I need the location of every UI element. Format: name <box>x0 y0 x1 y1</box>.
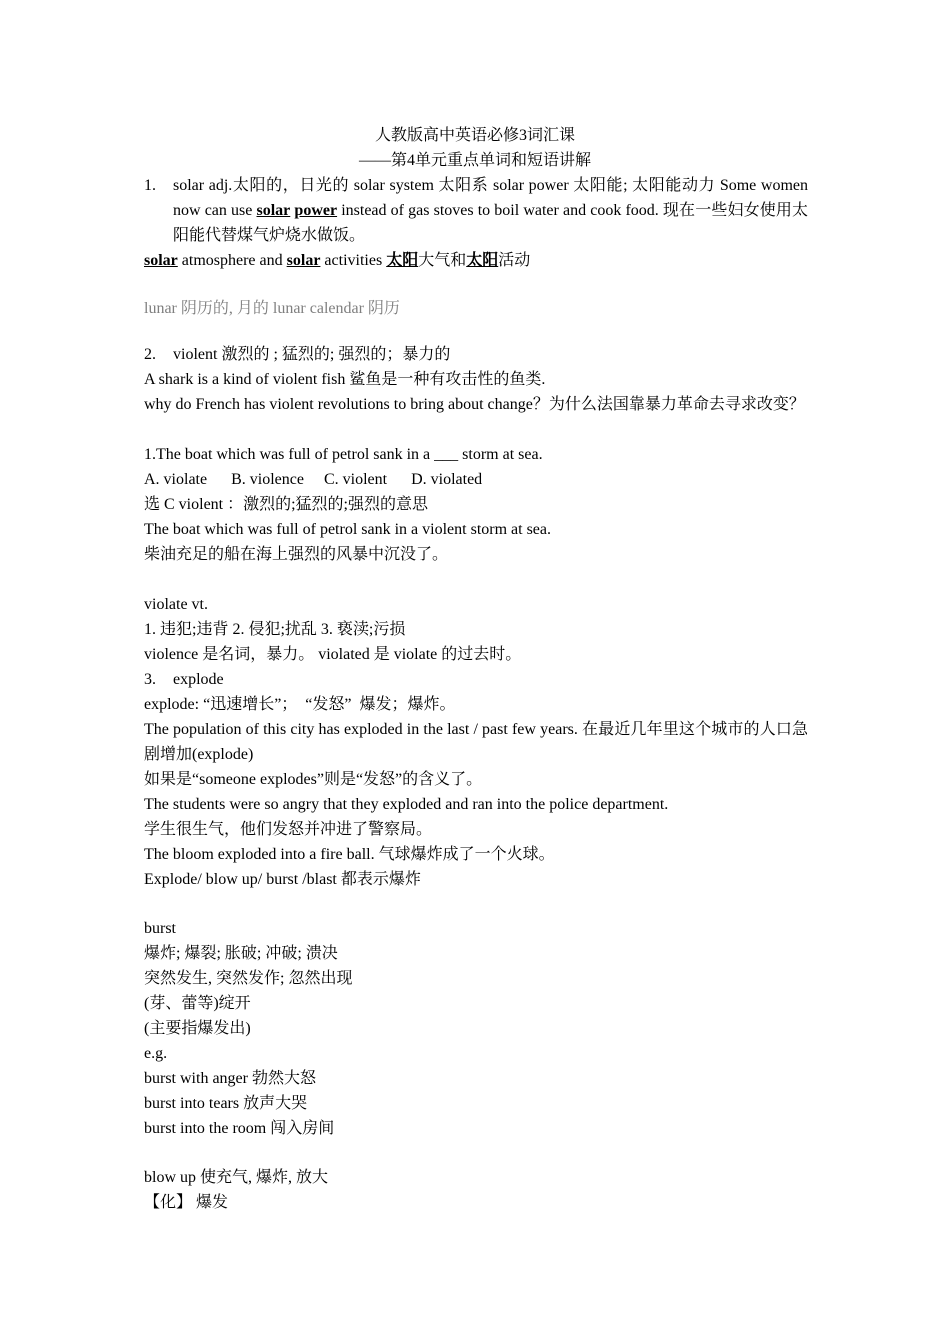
text-line: 1. 违犯;违背 2. 侵犯;扰乱 3. 亵渎;污损 <box>144 621 406 638</box>
text-line: 【化】 爆发 <box>144 1194 229 1211</box>
text-line: Explode/ blow up/ burst /blast 都表示爆炸 <box>144 871 421 888</box>
item-2-violent <box>144 342 808 367</box>
text-line: e.g. <box>144 1045 168 1062</box>
text-line: The bloom exploded into a fire ball. 气球爆炸成了一个火球。 <box>144 846 555 863</box>
item-1-solar <box>144 173 808 248</box>
text-line: why do French has violent revolutions to bring about change？为什么法国靠暴力革命去寻求改变？ <box>144 396 805 413</box>
item-number: 1. <box>144 177 156 194</box>
lunar-line: lunar 阴历的, 月的 lunar calendar 阴历 <box>144 300 400 317</box>
item-body: explode <box>173 671 224 688</box>
text-line: violence 是名词，暴力。 violated 是 violate 的过去时。 <box>144 646 522 663</box>
text-line: burst into the room 闯入房间 <box>144 1120 335 1137</box>
text-line: (芽、蕾等)绽开 <box>144 995 251 1012</box>
text-line: A. violate B. violence C. violent D. violated <box>144 471 483 488</box>
item-number: 2. <box>144 346 156 363</box>
text-line: burst with anger 勃然大怒 <box>144 1070 316 1087</box>
document-subtitle: ——第4单元重点单词和短语讲解 <box>358 152 591 169</box>
text-line: 爆炸; 爆裂; 胀破; 冲破; 溃决 <box>144 945 338 962</box>
text-line: The boat which was full of petrol sank in a violent storm at sea. <box>144 521 552 538</box>
text-line: The students were so angry that they exploded and ran into the police department. <box>144 796 669 813</box>
text-line: burst into tears 放声大哭 <box>144 1095 308 1112</box>
text-line: 突然发生, 突然发作; 忽然出现 <box>144 970 353 987</box>
solar-example-line: solar atmosphere and solar activities 太阳大气和太阳活动 <box>144 252 531 269</box>
text-line: 选 C violent ：激烈的;猛烈的;强烈的意思 <box>144 496 429 513</box>
underlined-word: power <box>294 202 338 219</box>
item-body: violent 激烈的 ; 猛烈的; 强烈的；暴力的 <box>173 346 451 363</box>
item-number: 3. <box>144 671 156 688</box>
text-line: (主要指爆发出) <box>144 1020 251 1037</box>
text-line: 如果是“someone explodes”则是“发怒”的含义了。 <box>144 771 483 788</box>
text-line: 1.The boat which was full of petrol sank in a ___ storm at sea. <box>144 446 543 463</box>
underlined-word: solar <box>256 202 291 219</box>
text-line: explode: “迅速增长”； “发怒” 爆发；爆炸。 <box>144 696 456 713</box>
text-line: violate vt. <box>144 596 208 613</box>
item-3-explode <box>144 667 808 692</box>
text-line: burst <box>144 920 176 937</box>
text-line: 柴油充足的船在海上强烈的风暴中沉没了。 <box>144 546 449 563</box>
text-line: A shark is a kind of violent fish 鲨鱼是一种有攻击性的鱼类. <box>144 371 546 388</box>
item-body: solar adj.太阳的，日光的 solar system 太阳系 solar power 太阳能; 太阳能动力 Some women now can use solar power instead of gas stoves to boil water and cook food. 现在一些妇女使用太阳能代替煤气炉烧水做饭。 <box>173 177 808 244</box>
document-title: 人教版高中英语必修3词汇课 <box>374 127 575 144</box>
text-line: blow up 使充气, 爆炸, 放大 <box>144 1169 329 1186</box>
text-line: The population of this city has exploded in the last / past few years. 在最近几年里这个城市的人口急剧增加(explode) <box>144 721 808 763</box>
text-line: 学生很生气，他们发怒并冲进了警察局。 <box>144 821 433 838</box>
